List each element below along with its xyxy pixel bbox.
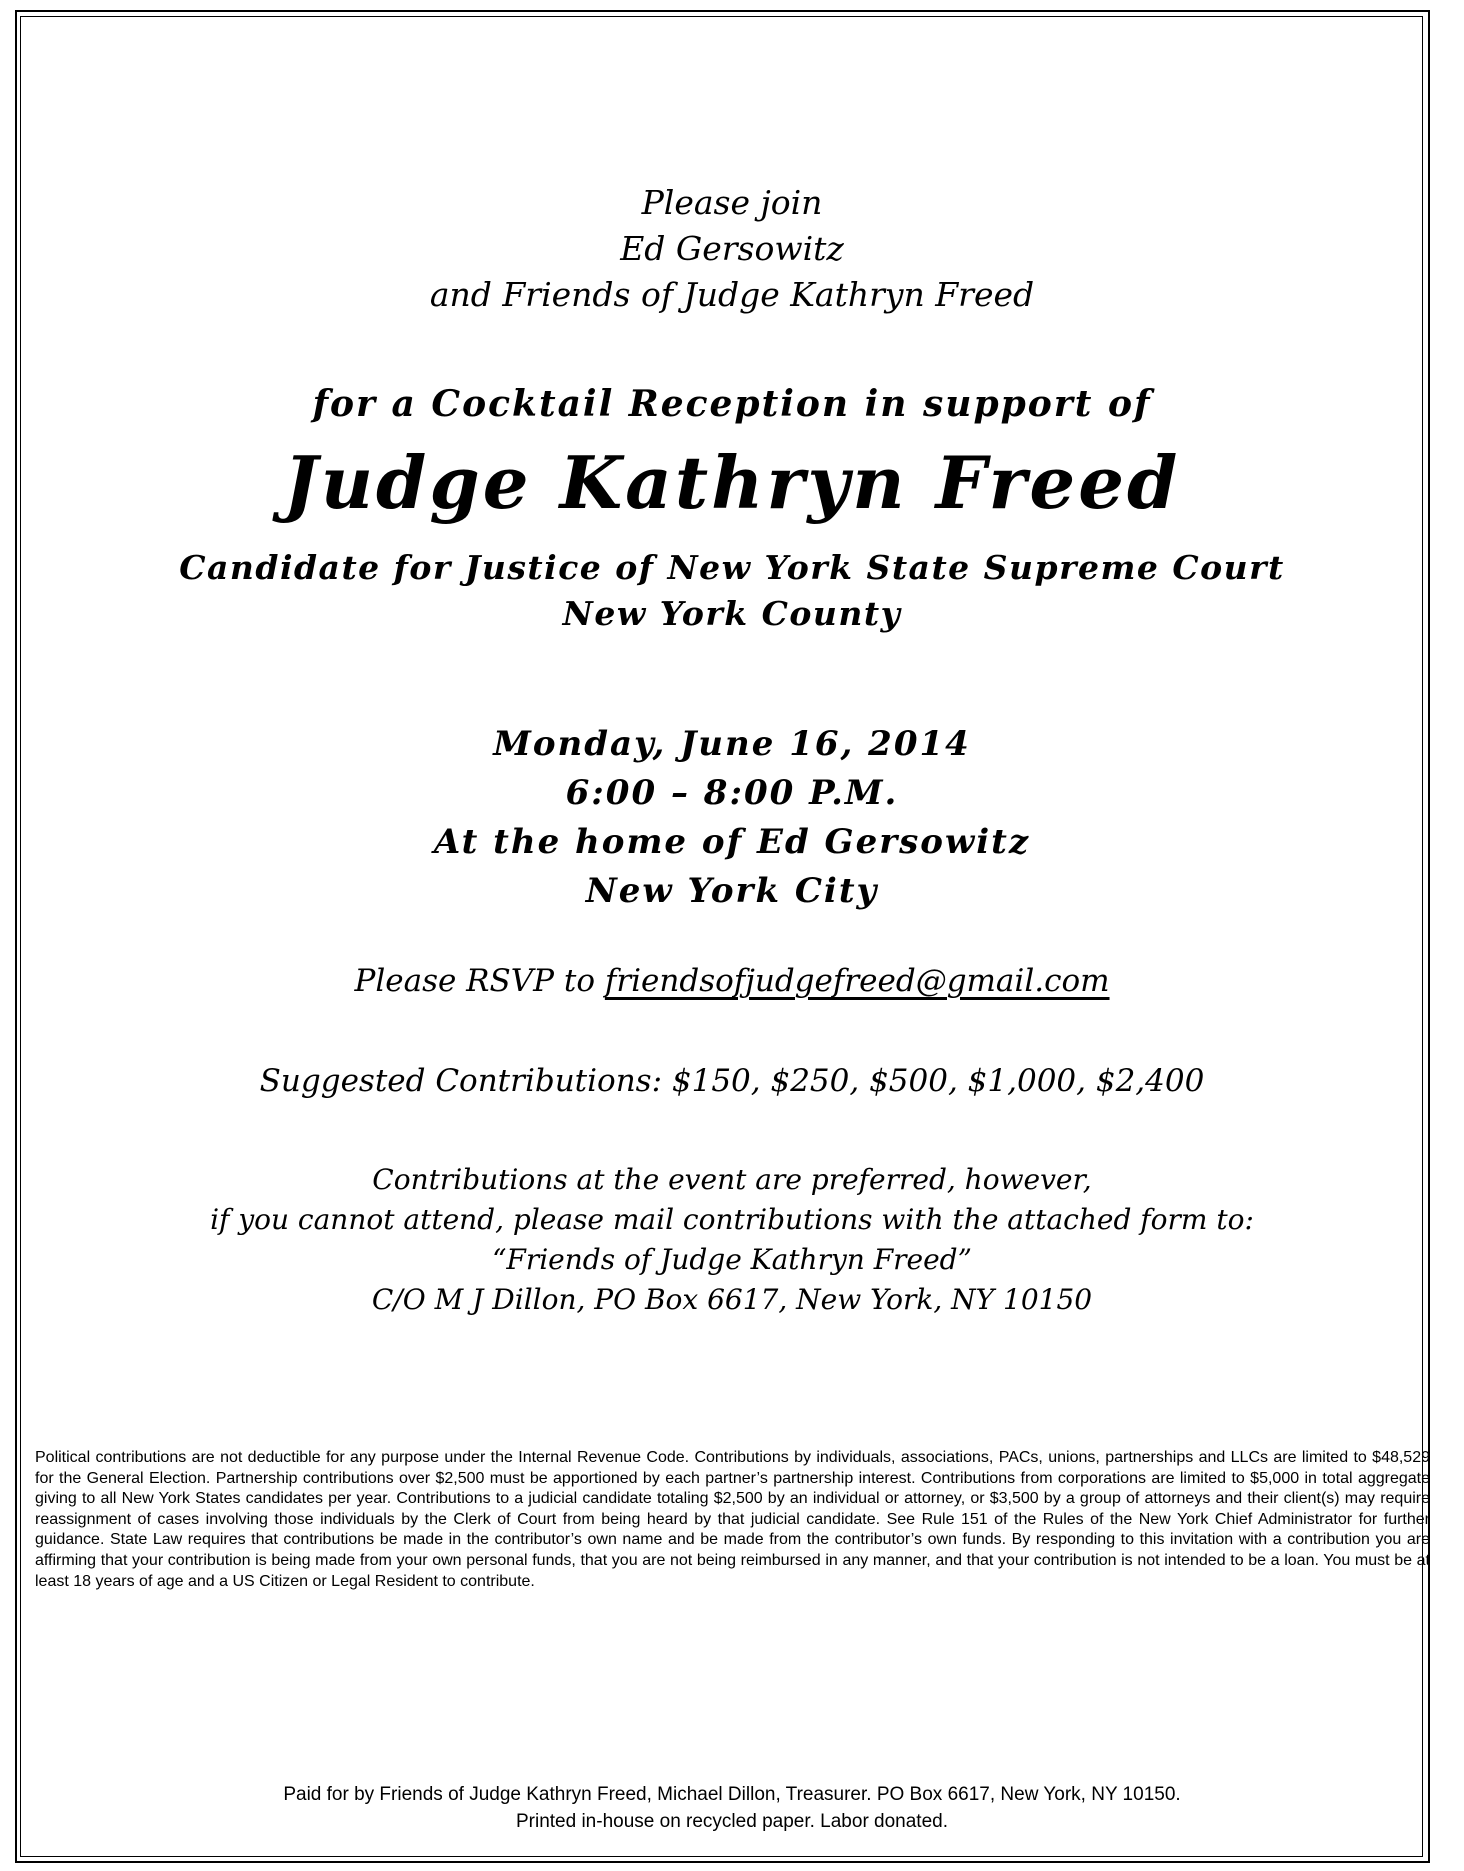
rsvp-line — [40, 963, 1424, 999]
office-title: Candidate for Justice of New York State Supreme Court — [179, 548, 1285, 587]
mail-preferred: Contributions at the event are preferred, however, — [372, 1163, 1092, 1196]
rsvp-email-link[interactable]: friendsofjudgefreed@gmail.com — [604, 963, 1110, 999]
mail-instruction: if you cannot attend, please mail contributions with the attached form to: — [210, 1203, 1254, 1236]
intro-friends-of: and Friends of Judge Kathryn Freed — [429, 275, 1035, 314]
mail-instructions — [40, 1160, 1424, 1320]
reception-line: for a Cocktail Reception in support of — [312, 383, 1152, 425]
intro-host-name: Ed Gersowitz — [620, 229, 844, 268]
event-location: At the home of Ed Gersowitz — [433, 822, 1031, 862]
office-county: New York County — [562, 594, 902, 633]
footer — [40, 1781, 1424, 1835]
legal-disclaimer: Political contributions are not deductible for any purpose under the Internal Revenue Code. Contributions by individuals, associations, PACs, unions, partnerships and LLCs are limited to $48,529 for the General Election. Partnership contributions over $2,500 must be apportioned by each partner’s partnership interest. Contributions from corporations are limited to $5,000 in total aggregate giving to all New York States candidates per year. Contributions to a judicial candidate totaling $2,500 by an individual or attorney, or $3,500 by a group of attorneys and their client(s) may require reassignment of cases involving those individuals by the Clerk of Court from being heard by that judicial candidate. See Rule 151 of the Rules of the New York Chief Administrator for further guidance. State Law requires that contributions be made in the contributor’s own name and be made from the contributor’s own funds. By responding to this invitation with a contribution you are affirming that your contribution is being made from your own personal funds, that you are not being reimbursed in any manner, and that your contribution is not intended to be a loan. You must be at least 18 years of age and a US Citizen or Legal Resident to contribute. — [35, 1449, 1430, 1590]
event-city: New York City — [585, 871, 879, 911]
intro-please-join: Please join — [641, 183, 823, 222]
footer-paid-for: Paid for by Friends of Judge Kathryn Freed, Michael Dillon, Treasurer. PO Box 6617, New York, NY 10150. — [283, 1784, 1181, 1805]
host-intro — [40, 180, 1424, 318]
mail-payee: “Friends of Judge Kathryn Freed” — [492, 1243, 972, 1276]
rsvp-label: Please RSVP to — [354, 963, 605, 999]
suggested-contributions: Suggested Contributions: $150, $250, $500, $1,000, $2,400 — [259, 1063, 1205, 1099]
event-details — [40, 720, 1424, 916]
event-time: 6:00 – 8:00 P.M. — [565, 773, 899, 813]
candidate-name: Judge Kathryn Freed — [283, 440, 1181, 525]
mail-address: C/O M J Dillon, PO Box 6617, New York, NY 10150 — [371, 1283, 1093, 1316]
office-block — [40, 545, 1424, 637]
footer-printed: Printed in-house on recycled paper. Labor donated. — [515, 1811, 949, 1832]
event-date: Monday, June 16, 2014 — [493, 724, 971, 764]
